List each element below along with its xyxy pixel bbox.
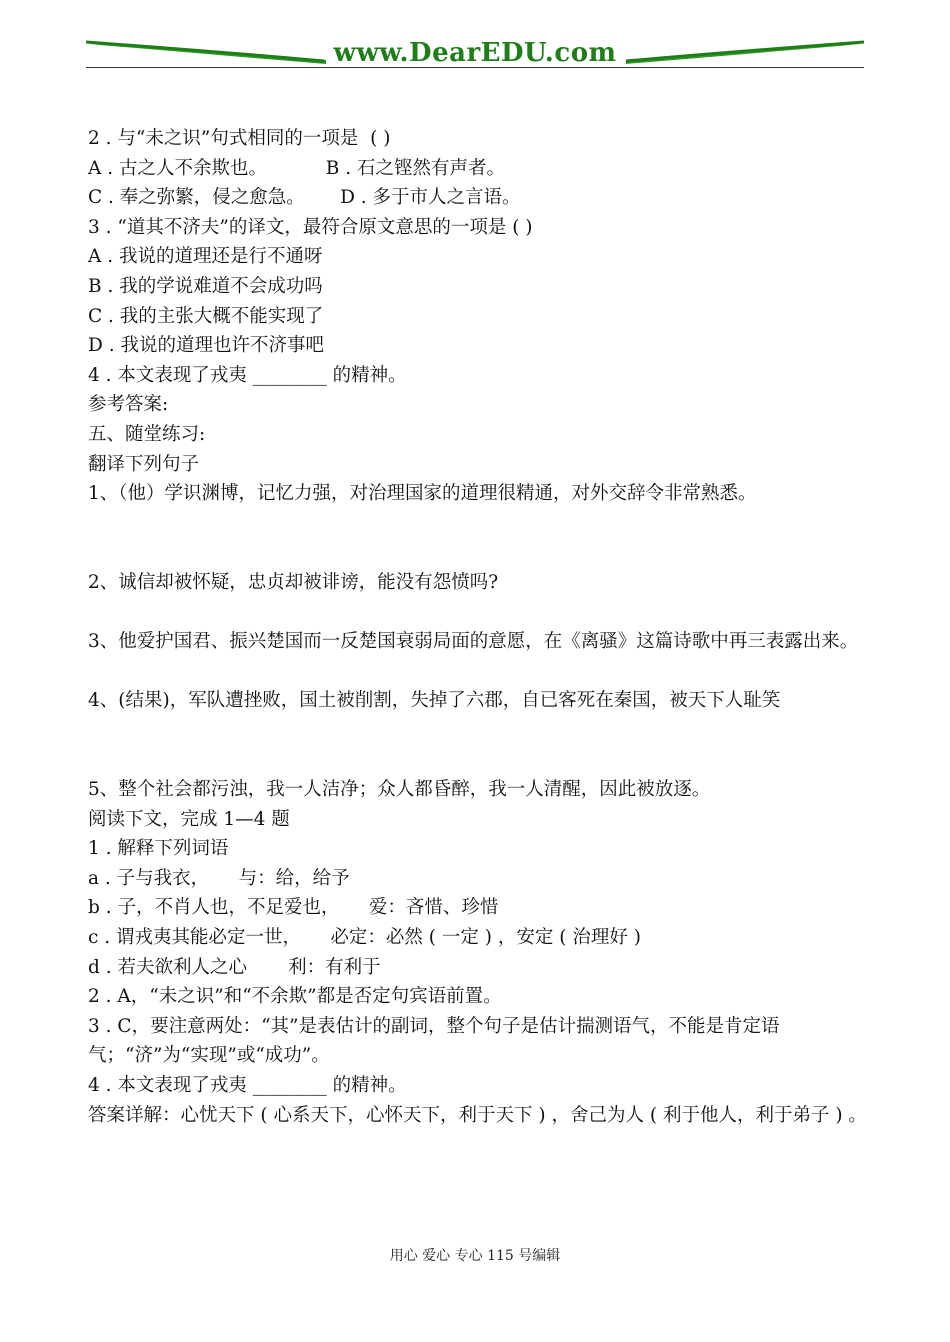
answer-2: 2 . A，“未之识”和“不余欺”都是否定句宾语前置。 bbox=[88, 986, 502, 1008]
site-logo-text: www.DearEDU.com bbox=[333, 38, 617, 68]
answer-1d: d . 若夫欲利人之心 利：有利于 bbox=[88, 956, 381, 978]
question-3-option-b: B . 我的学说难道不会成功吗 bbox=[88, 275, 323, 297]
answer-1c: c . 谓戎夷其能必定一世， 必定：必然 ( 一定 ) ，安定 ( 治理好 ) bbox=[88, 927, 641, 949]
answer-3: 3 . C，要注意两处：“其”是表估计的副词，整个句子是估计揣测语气，不能是肯定语气；“济”为“实现”或“成功”。 bbox=[88, 1015, 780, 1067]
translation-1: 1、（他）学识渊博，记忆力强，对治理国家的道理很精通，对外交辞令非常熟悉。 bbox=[88, 483, 757, 505]
answer-1b: b . 子，不肖人也，不足爱也， 爱：吝惜、珍惜 bbox=[88, 897, 499, 919]
translate-instruction: 翻译下列句子 bbox=[88, 453, 200, 475]
question-2: 2 . 与“未之识”句式相同的一项是 ( ) bbox=[88, 128, 391, 149]
question-4: 4 . 本文表现了戎夷 ________ 的精神。 bbox=[88, 364, 407, 386]
translation-2: 2、诚信却被怀疑，忠贞却被诽谤，能没有怨愤吗? bbox=[88, 571, 499, 593]
section-heading-practice: 五、随堂练习: bbox=[88, 423, 206, 445]
question-3: 3 . “道其不济夫”的译文，最符合原文意思的一项是 ( ) bbox=[88, 216, 533, 238]
reading-instruction: 阅读下文，完成 1—4 题 bbox=[88, 808, 290, 830]
document-body bbox=[88, 124, 868, 1130]
header-divider bbox=[86, 67, 864, 68]
question-3-option-c: C . 我的主张大概不能实现了 bbox=[88, 305, 324, 327]
answer-1-heading: 1 . 解释下列词语 bbox=[88, 838, 229, 860]
site-header bbox=[86, 30, 864, 72]
question-3-option-a: A . 我说的道理还是行不通呀 bbox=[88, 246, 323, 268]
answer-4: 4 . 本文表现了戎夷 ________ 的精神。 bbox=[88, 1075, 407, 1096]
translation-4: 4、(结果)，军队遭挫败，国土被削割，失掉了六郡，自已客死在秦国，被天下人耻笑 bbox=[88, 690, 781, 712]
question-3-option-d: D . 我说的道理也许不济事吧 bbox=[88, 335, 324, 357]
answer-1a: a . 子与我衣， 与：给，给予 bbox=[88, 867, 350, 889]
page-footer: 用心 爱心 专心 115 号编辑 bbox=[389, 1248, 561, 1264]
translation-3: 3、他爱护国君、振兴楚国而一反楚国衰弱局面的意愿，在《离骚》这篇诗歌中再三表露出来。 bbox=[88, 631, 859, 653]
translation-5: 5、整个社会都污浊，我一人洁净；众人都昏醉，我一人清醒，因此被放逐。 bbox=[88, 779, 711, 801]
question-2-options-cd: C . 奉之弥繁，侵之愈急。 D . 多于市人之言语。 bbox=[88, 187, 521, 209]
question-2-options-ab: A . 古之人不余欺也。 B . 石之铿然有声者。 bbox=[88, 157, 506, 179]
answer-detail: 答案详解：心忧天下 ( 心系天下，心怀天下，利于天下 ) ，舍己为人 ( 利于他人，利于弟子 ) 。 bbox=[88, 1104, 867, 1126]
reference-answer-heading: 参考答案: bbox=[88, 394, 169, 416]
